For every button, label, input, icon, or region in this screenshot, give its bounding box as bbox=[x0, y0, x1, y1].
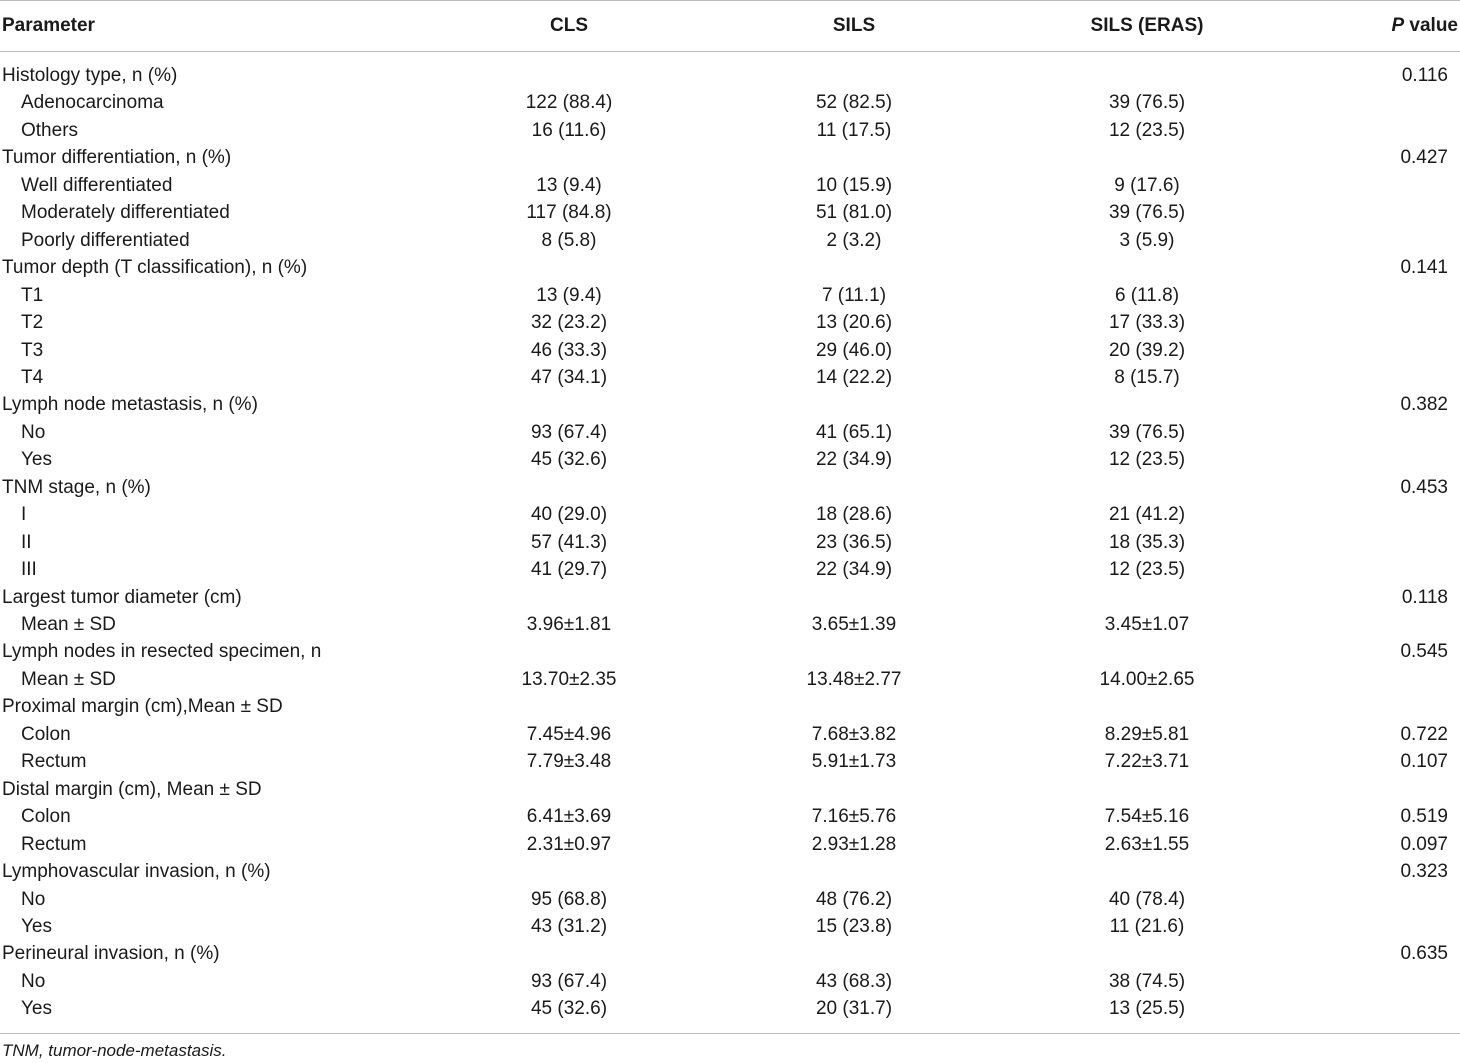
table-header-row bbox=[0, 12, 1460, 39]
cell-sils-eras: 13 (25.5) bbox=[1108, 998, 1186, 1020]
table-row bbox=[0, 995, 1460, 1022]
cell-p-value: 0.427 bbox=[1400, 147, 1448, 169]
table-footnote: TNM, tumor-node-metastasis. bbox=[2, 1041, 227, 1060]
table-row bbox=[0, 831, 1460, 858]
cell-sils-eras: 3 (5.9) bbox=[1119, 229, 1175, 251]
cell-sils: 48 (76.2) bbox=[815, 888, 893, 910]
row-label: T1 bbox=[21, 284, 44, 306]
cell-cls: 122 (88.4) bbox=[525, 92, 613, 114]
table-row bbox=[0, 117, 1460, 144]
table-row bbox=[0, 721, 1460, 748]
cell-sils: 29 (46.0) bbox=[815, 339, 893, 361]
cell-sils-eras: 39 (76.5) bbox=[1108, 92, 1186, 114]
cell-p-value: 0.097 bbox=[1400, 833, 1448, 855]
table-row bbox=[0, 309, 1460, 336]
cell-cls: 41 (29.7) bbox=[530, 559, 608, 581]
table-row bbox=[0, 282, 1460, 309]
table-row bbox=[0, 172, 1460, 199]
row-label: Largest tumor diameter (cm) bbox=[2, 586, 242, 608]
row-label: Well differentiated bbox=[21, 174, 173, 196]
row-label: Adenocarcinoma bbox=[21, 92, 164, 114]
table-row bbox=[0, 776, 1460, 803]
cell-sils-eras: 12 (23.5) bbox=[1108, 119, 1186, 141]
table-header-rule bbox=[0, 51, 1460, 52]
cell-sils-eras: 7.22±3.71 bbox=[1104, 751, 1190, 773]
cell-sils: 14 (22.2) bbox=[815, 366, 893, 388]
table-row bbox=[0, 940, 1460, 967]
table-row bbox=[0, 227, 1460, 254]
row-label: III bbox=[21, 559, 37, 581]
header-p-value bbox=[1391, 12, 1458, 39]
cell-p-value: 0.382 bbox=[1400, 394, 1448, 416]
header-p-word: value bbox=[1404, 15, 1458, 36]
row-label: Perineural invasion, n (%) bbox=[2, 943, 220, 965]
cell-cls: 3.96±1.81 bbox=[526, 614, 612, 635]
cell-cls: 7.45±4.96 bbox=[526, 723, 612, 745]
cell-sils: 22 (34.9) bbox=[815, 449, 893, 471]
row-label: Lymph nodes in resected specimen, n bbox=[2, 641, 322, 663]
row-label: II bbox=[21, 531, 32, 553]
cell-sils: 20 (31.7) bbox=[815, 998, 893, 1020]
row-label: T3 bbox=[21, 339, 44, 361]
cell-cls: 13.70±2.35 bbox=[521, 668, 617, 690]
table-row bbox=[0, 529, 1460, 556]
row-label: Yes bbox=[21, 998, 52, 1020]
cell-cls: 46 (33.3) bbox=[530, 339, 608, 361]
cell-cls: 32 (23.2) bbox=[530, 312, 608, 334]
cell-p-value: 0.545 bbox=[1400, 641, 1448, 663]
cell-cls: 47 (34.1) bbox=[530, 366, 608, 388]
cell-p-value: 0.116 bbox=[1401, 65, 1448, 86]
table-row bbox=[0, 144, 1460, 171]
row-label: Rectum bbox=[21, 751, 87, 773]
table-row bbox=[0, 858, 1460, 885]
cell-cls: 13 (9.4) bbox=[536, 174, 602, 196]
cell-p-value: 0.519 bbox=[1400, 806, 1448, 828]
table-row bbox=[0, 556, 1460, 583]
table-row bbox=[0, 666, 1460, 693]
cell-sils: 7 (11.1) bbox=[821, 284, 887, 306]
cell-cls: 13 (9.4) bbox=[536, 284, 602, 306]
row-label: Colon bbox=[21, 806, 71, 828]
cell-sils-eras: 6 (11.8) bbox=[1114, 284, 1180, 306]
table-row bbox=[0, 254, 1460, 281]
cell-sils: 2 (3.2) bbox=[826, 229, 882, 251]
cell-cls: 117 (84.8) bbox=[526, 202, 612, 224]
cell-p-value: 0.118 bbox=[1401, 586, 1448, 608]
cell-cls: 43 (31.2) bbox=[530, 915, 608, 937]
cell-sils-eras: 40 (78.4) bbox=[1108, 888, 1186, 910]
cell-cls: 93 (67.4) bbox=[530, 421, 608, 443]
cell-sils: 13.48±2.77 bbox=[806, 668, 902, 690]
cell-sils: 13 (20.6) bbox=[815, 312, 893, 334]
cell-p-value: 0.141 bbox=[1400, 257, 1448, 279]
row-label: Histology type, n (%) bbox=[2, 65, 178, 86]
cell-sils: 41 (65.1) bbox=[815, 421, 893, 443]
cell-cls: 6.41±3.69 bbox=[526, 806, 612, 828]
row-label: Mean ± SD bbox=[21, 614, 116, 635]
cell-sils-eras: 8.29±5.81 bbox=[1104, 723, 1190, 745]
cell-sils-eras: 38 (74.5) bbox=[1108, 970, 1186, 992]
table-top-rule bbox=[0, 0, 1460, 1]
row-label: Rectum bbox=[21, 833, 87, 855]
row-label: No bbox=[21, 421, 46, 443]
table-row bbox=[0, 638, 1460, 665]
table-row bbox=[0, 199, 1460, 226]
cell-sils-eras: 17 (33.3) bbox=[1108, 312, 1186, 334]
row-label: Lymphovascular invasion, n (%) bbox=[2, 861, 271, 883]
cell-cls: 2.31±0.97 bbox=[526, 833, 612, 855]
cell-sils-eras: 14.00±2.65 bbox=[1099, 668, 1195, 690]
row-label: T2 bbox=[21, 312, 44, 334]
cell-p-value: 0.453 bbox=[1400, 476, 1448, 498]
cell-cls: 7.79±3.48 bbox=[526, 751, 612, 773]
row-label: Moderately differentiated bbox=[21, 202, 230, 224]
cell-p-value: 0.107 bbox=[1400, 751, 1448, 773]
cell-sils-eras: 39 (76.5) bbox=[1108, 202, 1186, 224]
cell-sils-eras: 12 (23.5) bbox=[1108, 559, 1186, 581]
cell-sils: 2.93±1.28 bbox=[811, 833, 897, 855]
table-bottom-rule bbox=[0, 1033, 1460, 1034]
cell-cls: 40 (29.0) bbox=[530, 504, 608, 526]
table-row bbox=[0, 886, 1460, 913]
cell-cls: 8 (5.8) bbox=[541, 229, 597, 251]
table-row bbox=[0, 89, 1460, 116]
cell-sils: 7.68±3.82 bbox=[811, 723, 897, 745]
row-label: No bbox=[21, 970, 46, 992]
cell-sils: 11 (17.5) bbox=[816, 119, 892, 141]
table-row bbox=[0, 474, 1460, 501]
cell-sils: 15 (23.8) bbox=[815, 915, 893, 937]
cell-sils-eras: 9 (17.6) bbox=[1114, 174, 1180, 196]
cell-cls: 93 (67.4) bbox=[530, 970, 608, 992]
row-label: I bbox=[21, 504, 27, 526]
cell-sils: 18 (28.6) bbox=[815, 504, 893, 526]
row-label: Distal margin (cm), Mean ± SD bbox=[2, 778, 262, 800]
table-row bbox=[0, 803, 1460, 830]
cell-sils: 52 (82.5) bbox=[815, 92, 893, 114]
header-cls: CLS bbox=[550, 15, 588, 36]
cell-sils-eras: 39 (76.5) bbox=[1108, 421, 1186, 443]
row-label: T4 bbox=[21, 366, 44, 388]
table-row bbox=[0, 968, 1460, 995]
cell-cls: 45 (32.6) bbox=[530, 998, 608, 1020]
cell-sils: 7.16±5.76 bbox=[811, 806, 897, 828]
table-row bbox=[0, 501, 1460, 528]
cell-sils-eras: 18 (35.3) bbox=[1108, 531, 1186, 553]
cell-sils-eras: 21 (41.2) bbox=[1108, 504, 1186, 526]
cell-sils: 43 (68.3) bbox=[815, 970, 893, 992]
table-row bbox=[0, 693, 1460, 720]
cell-cls: 16 (11.6) bbox=[531, 119, 607, 141]
table-row bbox=[0, 913, 1460, 940]
row-label: Colon bbox=[21, 723, 71, 745]
row-label: Yes bbox=[21, 915, 52, 937]
cell-sils: 23 (36.5) bbox=[815, 531, 893, 553]
row-label: Others bbox=[21, 119, 79, 141]
cell-sils-eras: 20 (39.2) bbox=[1108, 339, 1186, 361]
cell-sils: 3.65±1.39 bbox=[811, 614, 897, 635]
cell-p-value: 0.722 bbox=[1400, 723, 1448, 745]
row-label: No bbox=[21, 888, 46, 910]
cell-cls: 95 (68.8) bbox=[530, 888, 608, 910]
header-parameter: Parameter bbox=[2, 15, 95, 36]
cell-sils-eras: 3.45±1.07 bbox=[1104, 614, 1190, 635]
cell-sils-eras: 12 (23.5) bbox=[1108, 449, 1186, 471]
cell-p-value: 0.323 bbox=[1400, 861, 1448, 883]
cell-sils-eras: 11 (21.6) bbox=[1109, 915, 1185, 937]
row-label: Mean ± SD bbox=[21, 668, 116, 690]
table-row bbox=[0, 62, 1460, 89]
table-row bbox=[0, 584, 1460, 611]
cell-sils-eras: 2.63±1.55 bbox=[1104, 833, 1190, 855]
row-label: Tumor depth (T classification), n (%) bbox=[2, 257, 308, 279]
table-row bbox=[0, 611, 1460, 638]
table-row bbox=[0, 419, 1460, 446]
row-label: Proximal margin (cm),Mean ± SD bbox=[2, 696, 283, 718]
header-p-letter: P bbox=[1391, 15, 1405, 36]
row-label: Lymph node metastasis, n (%) bbox=[2, 394, 258, 416]
cell-sils-eras: 7.54±5.16 bbox=[1104, 806, 1190, 828]
cell-sils: 10 (15.9) bbox=[815, 174, 893, 196]
table-row bbox=[0, 446, 1460, 473]
row-label: Poorly differentiated bbox=[21, 229, 190, 251]
cell-sils: 5.91±1.73 bbox=[811, 751, 897, 773]
table-row bbox=[0, 391, 1460, 418]
row-label: Yes bbox=[21, 449, 52, 471]
cell-cls: 57 (41.3) bbox=[530, 531, 608, 553]
table-row bbox=[0, 748, 1460, 775]
header-sils-eras: SILS (ERAS) bbox=[1090, 15, 1204, 36]
cell-sils: 51 (81.0) bbox=[815, 202, 893, 224]
row-label: Tumor differentiation, n (%) bbox=[2, 147, 232, 169]
table-row bbox=[0, 364, 1460, 391]
cell-cls: 45 (32.6) bbox=[530, 449, 608, 471]
table-row bbox=[0, 337, 1460, 364]
cell-p-value: 0.635 bbox=[1400, 943, 1448, 965]
cell-sils-eras: 8 (15.7) bbox=[1114, 366, 1180, 388]
row-label: TNM stage, n (%) bbox=[2, 476, 151, 498]
header-sils: SILS bbox=[832, 15, 876, 36]
cell-sils: 22 (34.9) bbox=[815, 559, 893, 581]
